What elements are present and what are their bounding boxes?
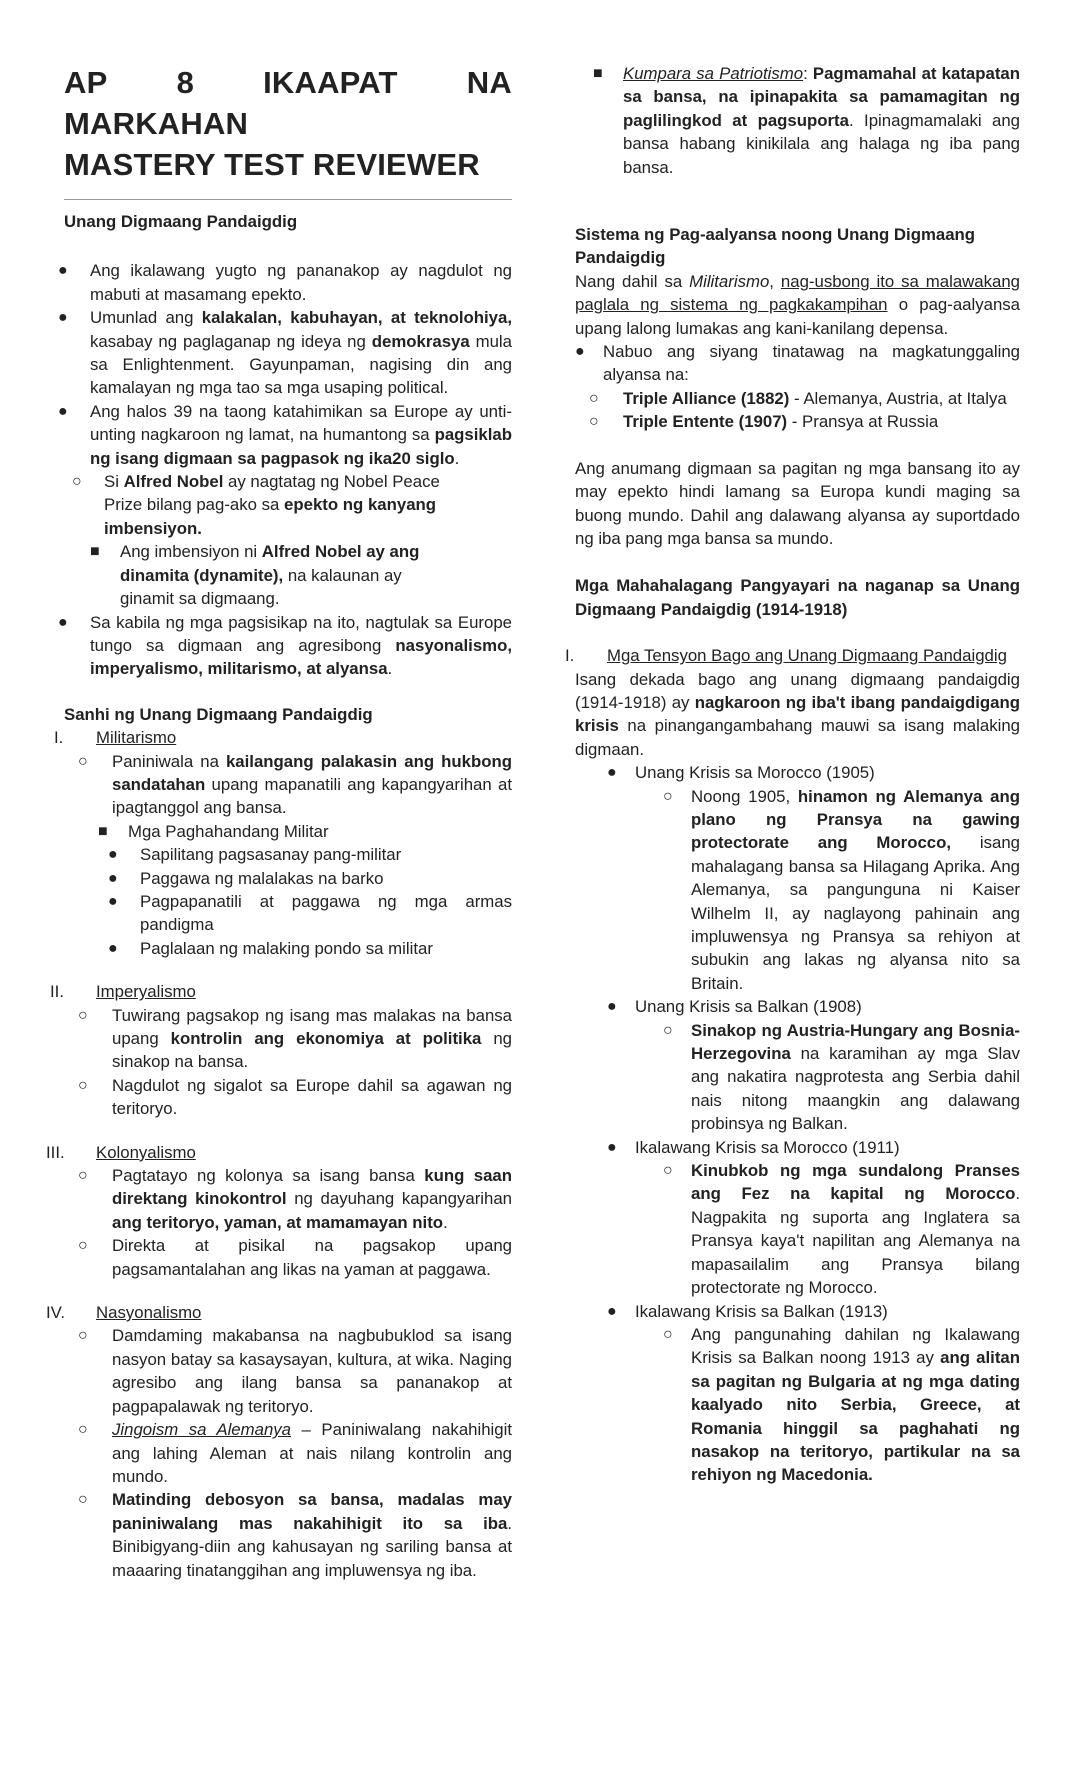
list-item: ● Nabuo ang siyang tinatawag na magkatunggaling alyansa na: (575, 342, 1020, 385)
circle-bullet-icon: ○ (78, 752, 88, 770)
bullet-icon: ● (607, 764, 617, 782)
roman-heading: II. Imperyalismo (50, 982, 196, 1002)
bullet-icon: ● (607, 1138, 617, 1156)
paragraph: Isang dekada bago ang unang digmaang pandaigdig (1914-1918) ay nagkaroon ng iba't ibang pandaigdigang krisis na pinangangambahang mauwi sa isang malaking digmaan. (575, 669, 1020, 759)
list-item: ● Paggawa ng malalakas na barko (64, 867, 512, 890)
list-item: ● Pagpapanatili at paggawa ng mga armas pandigma (108, 891, 512, 935)
list-item: ○ Direkta at pisikal na pagsakop upang pagsamantalahan ang likas na yaman at paggawa. (78, 1236, 512, 1279)
square-bullet-icon: ■ (98, 822, 108, 840)
bullet-icon: ● (58, 613, 68, 631)
bullet-icon: ● (108, 869, 118, 887)
bullet-icon: ● (58, 309, 68, 327)
circle-bullet-icon: ○ (589, 389, 599, 407)
title-word: IKAAPAT (263, 65, 398, 100)
list-item: ○ Sinakop ng Austria-Hungary ang Bosnia-Herzegovina na karamihan ay mga Slav ang nakatira nagprotesta ang Serbia dahil nais nitong maangkin ang dalawang probinsya ng Balkan. (663, 1020, 1020, 1134)
right-column (565, 0, 1021, 1487)
circle-bullet-icon: ○ (78, 1167, 88, 1185)
circle-bullet-icon: ○ (78, 1421, 88, 1439)
bullet-icon: ● (58, 262, 68, 280)
title-line: MASTERY TEST REVIEWER (64, 147, 480, 182)
bullet-icon: ● (108, 939, 118, 957)
bullet-icon: ● (607, 1302, 617, 1320)
title-word: NA (466, 65, 512, 100)
bullet-icon: ● (108, 846, 118, 864)
roman-heading: I. Militarismo (54, 728, 177, 748)
circle-bullet-icon: ○ (78, 1237, 88, 1255)
list-item: ○ Noong 1905, hinamon ng Alemanya ang plano ng Pransya na gawing protectorate ang Morocco, isang mahalagang bansa sa Hilagang Aprika. Ang Alemanya, sa pangunguna ni Kaiser Wilhelm II, ay naglayong pahinain ang impluwensya ng Pransya sa rehiyon at subukin ang lakas ng alyansa nito sa Britain. (663, 786, 1020, 993)
list-item: ○ Paniniwala na kailangang palakasin ang hukbong sandatahan upang mapanatili ang kapangyarihan at ipagtanggol ang bansa. (78, 751, 512, 818)
circle-bullet-icon: ○ (663, 1162, 673, 1180)
left-column (46, 0, 513, 1582)
list-item: ○ Jingoism sa Alemanya – Paniniwalang nakahihigit ang lahing Aleman at nais nilang kontrolin ang mundo. (78, 1420, 513, 1486)
list-item: ○ Kinubkob ng mga sundalong Pranses ang Fez na kapital ng Morocco. Nagpakita ng suporta ang Inglatera sa Pransya kaya't napilitan ang Alemanya na mapasailalim ang Pransya bilang protectorate ng Morocco. (663, 1161, 1020, 1298)
roman-heading: I. Mga Tensyon Bago ang Unang Digmaang Pandaigdig (565, 646, 1007, 666)
title-word: 8 (176, 65, 195, 100)
list-item: ○ Pagtatayo ng kolonya sa isang bansa kung saan direktang kinokontrol ng dayuhang kapangyarihan ang teritoryo, yaman, at mamamayan nito. (78, 1166, 513, 1232)
list-item: ● Sapilitang pagsasanay pang-militar (64, 843, 512, 866)
list-item: ● Ang ikalawang yugto ng pananakop ay nagdulot ng mabuti at masamang epekto. (58, 261, 512, 304)
circle-bullet-icon: ○ (663, 1325, 673, 1343)
bullet-icon: ● (108, 892, 118, 910)
list-item: ○ Damdaming makabansa na nagbubuklod sa isang nasyon batay sa kasaysayan, kultura, at wika. Naging agresibo ang ilang bansa sa pananakop at pagpapalawak ng teritoryo. (78, 1326, 512, 1416)
document-title (64, 62, 512, 185)
circle-bullet-icon: ○ (663, 787, 673, 805)
circle-bullet-icon: ○ (72, 473, 82, 491)
list-item: ● Paglalaan ng malaking pondo sa militar (64, 937, 512, 960)
circle-bullet-icon: ○ (78, 1491, 88, 1509)
list-item: ○ Nagdulot ng sigalot sa Europe dahil sa agawan ng teritoryo. (78, 1075, 512, 1119)
divider (64, 199, 512, 200)
list-item: ● Ikalawang Krisis sa Morocco (1911) (575, 1136, 1020, 1159)
list-item: ○ Triple Alliance (1882) - Alemanya, Austria, at Italya (575, 387, 1020, 410)
list-item: ○ Triple Entente (1907) - Pransya at Russia (575, 410, 1020, 433)
list-item: ● Ikalawang Krisis sa Balkan (1913) (575, 1300, 1020, 1323)
bullet-icon: ● (607, 998, 617, 1016)
roman-heading: IV. Nasyonalismo (46, 1303, 202, 1323)
square-bullet-icon: ■ (593, 65, 603, 82)
section-heading: Unang Digmaang Pandaigdig (64, 212, 298, 231)
list-item: ■ Kumpara sa Patriotismo: Pagmamahal at katapatan sa bansa, na ipinapakita sa pamamagitan ng paglilingkod at pagsuporta. Ipinagmamalaki ang bansa habang kinikilala ang halaga ng iba pang bansa. (593, 64, 1021, 177)
circle-bullet-icon: ○ (78, 1327, 88, 1345)
square-bullet-icon: ■ (90, 543, 100, 561)
bullet-icon: ● (575, 343, 585, 361)
list-item: ● Umunlad ang kalakalan, kabuhayan, at teknolohiya, kasabay ng paglaganap ng ideya ng demokrasya mula sa Enlightenment. Gayunpaman, nagising din ang kamalayan ng mga tao sa mga usaping political. (58, 308, 512, 398)
circle-bullet-icon: ○ (78, 1076, 88, 1094)
circle-bullet-icon: ○ (78, 1006, 88, 1024)
section-heading: Sistema ng Pag-aalyansa noong Unang Digmaang Pandaigdig (575, 225, 976, 268)
bullet-icon: ● (58, 402, 68, 420)
title-line: MARKAHAN (64, 106, 249, 141)
section-heading: Sanhi ng Unang Digmaang Pandaigdig (64, 704, 373, 724)
list-item: ● Ang halos 39 na taong katahimikan sa Europe ay unti-unting nagkaroon ng lamat, na humantong sa pagsiklab ng isang digmaan sa pagpasok ng ika20 siglo. (58, 401, 512, 468)
list-item: ○ Tuwirang pagsakop ng isang mas malakas na bansa upang kontrolin ang ekonomiya at politika ng sinakop na bansa. (78, 1005, 512, 1072)
list-item: ○ Si Alfred Nobel ay nagtatag ng Nobel Peace Prize bilang pag-ako sa epekto ng kanyang imbensiyon. (72, 472, 440, 538)
list-item: ● Unang Krisis sa Balkan (1908) (575, 995, 1020, 1018)
roman-heading: III. Kolonyalismo (46, 1142, 196, 1162)
paragraph: Ang anumang digmaan sa pagitan ng mga bansang ito ay may epekto hindi lamang sa Europa kundi maging sa buong mundo. Dahil ang dalawang alyansa ay suportdado ng iba pang mga bansa sa mundo. (575, 458, 1020, 548)
title-word: AP (64, 65, 108, 100)
circle-bullet-icon: ○ (663, 1021, 673, 1039)
paragraph: Nang dahil sa Militarismo, nag-usbong ito sa malawakang paglala ng sistema ng pagkakampihan o pag-aalyansa upang lalong lumakas ang kani-kanilang depensa. (575, 271, 1021, 338)
list-item: ○ Matinding debosyon sa bansa, madalas may paniniwalang mas nakahihigit ito sa iba. Binibigyang-diin ang kahusayan ng sariling bansa at maaaring tinatanggihan ang impluwensya ng iba. (78, 1490, 512, 1580)
list-item: ○ Ang pangunahing dahilan ng Ikalawang Krisis sa Balkan noong 1913 ay ang alitan sa pagitan ng Bulgaria at ng mga dating kaalyado nito Serbia, Greece, at Romania hinggil sa paghahati ng nasakop na teritoryo, partikular na sa rehiyon ng Macedonia. (663, 1324, 1020, 1485)
section-heading: Mga Mahahalagang Pangyayari na naganap sa Unang Digmaang Pandaigdig (1914-1918) (575, 576, 1020, 619)
list-item: ● Unang Krisis sa Morocco (1905) (575, 761, 1020, 784)
list-item: ● Sa kabila ng mga pagsisikap na ito, nagtulak sa Europe tungo sa digmaan ang agresibong nasyonalismo, imperyalismo, militarismo, at alyansa. (58, 612, 512, 679)
circle-bullet-icon: ○ (589, 413, 599, 431)
list-item: ■ Ang imbensiyon ni Alfred Nobel ay ang dinamita (dynamite), na kalaunan ay ginamit sa digmaang. (90, 542, 420, 609)
list-item: ■ Mga Paghahandang Militar (64, 820, 512, 843)
